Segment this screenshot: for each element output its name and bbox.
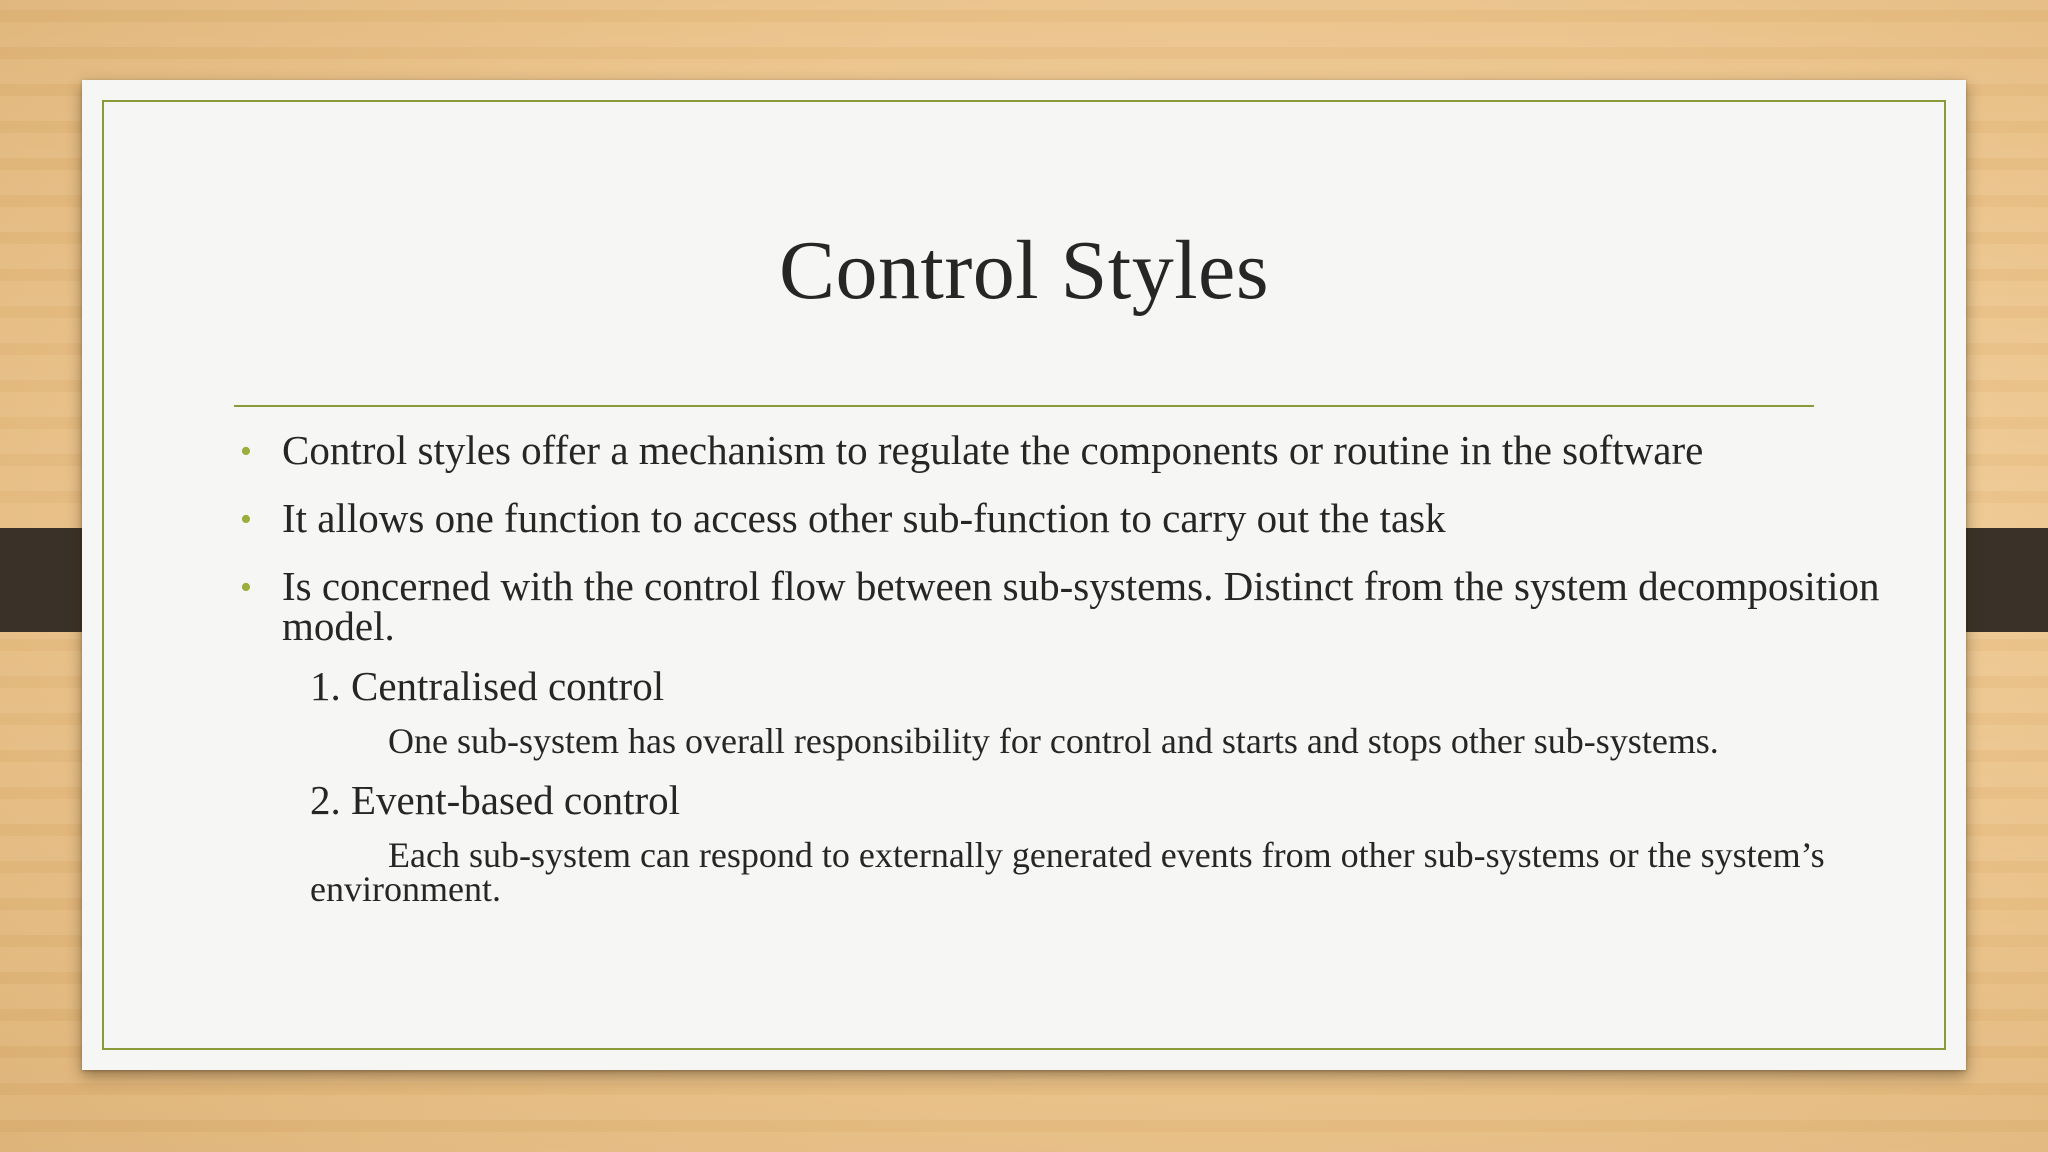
slide-title: Control Styles [778,224,1270,317]
sub-item-heading: 1. Centralised control [310,663,665,709]
bullet-text: Control styles offer a mechanism to regulate the components or routine in the software [282,427,1704,473]
bullet-item [232,427,1952,473]
bullet-icon: • [240,569,252,606]
slide-content [232,427,1952,926]
slide [82,80,1966,1070]
bullet-icon: • [240,433,252,470]
bullet-text: It allows one function to access other sub-function to carry out the task [282,495,1446,541]
title-divider [234,405,1814,407]
sub-item-description: One sub-system has overall responsibility for control and starts and stops other sub-systems. [388,721,1719,761]
bullet-icon: • [240,501,252,538]
bullet-item [232,563,1952,649]
bullet-item [232,495,1952,541]
sub-item-description: Each sub-system can respond to externally generated events from other sub-systems or the system’s environment. [310,835,1825,909]
bullet-text: Is concerned with the control flow between sub-systems. Distinct from the system decomposition model. [282,563,1880,649]
sub-item-heading: 2. Event-based control [310,777,681,823]
